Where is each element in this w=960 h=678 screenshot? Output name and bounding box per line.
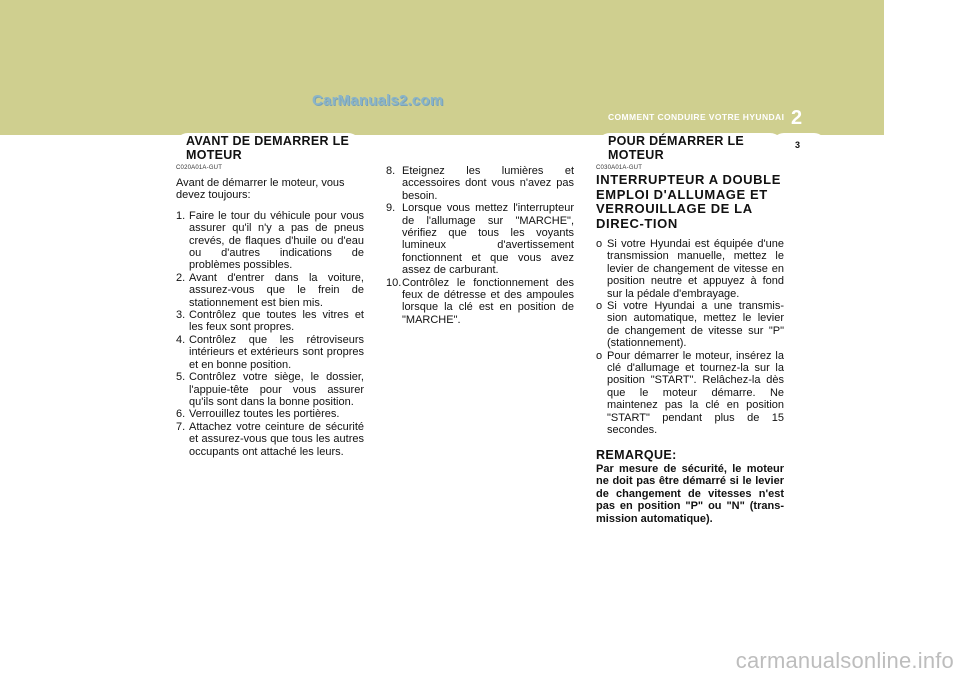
list-item bbox=[596, 238, 784, 300]
list-item-marker: 4. bbox=[176, 333, 186, 346]
heading-line-1: POUR DÉMARRER LE bbox=[608, 134, 745, 148]
list-item bbox=[176, 334, 364, 371]
list-item-text: Faire le tour du véhicule pour vous assurer qu'il n'y a pas de pneus crevés, de flaques d'huile ou d'eau ou d'autres indications de problèmes possibles. bbox=[189, 209, 364, 272]
list-item bbox=[596, 350, 784, 437]
heading-tab-before-starting bbox=[174, 133, 362, 163]
left-column bbox=[176, 177, 364, 458]
list-item-marker: o bbox=[596, 349, 603, 362]
list-item-marker: 6. bbox=[176, 408, 186, 421]
section-heading: INTERRUPTEUR A DOUBLE EMPLOI D'ALLUMAGE ET VERROUILLAGE DE LA DIREC-TION bbox=[596, 172, 781, 231]
list-item bbox=[386, 277, 574, 327]
intro-text: Avant de démarrer le moteur, vous devez toujours: bbox=[176, 177, 345, 202]
list-item bbox=[176, 309, 364, 334]
right-column bbox=[596, 173, 784, 525]
list-item-text: Eteignez les lumières et accessoires dont vous n'avez pas besoin. bbox=[402, 165, 574, 202]
list-item-text: Verrouillez toutes les portières. bbox=[189, 408, 340, 421]
list-item bbox=[176, 210, 364, 272]
remark-heading: REMARQUE: bbox=[596, 447, 677, 462]
list-item-marker: 8. bbox=[386, 165, 396, 177]
list-item-text: Avant d'entrer dans la voiture, assurez-vous que le frein de stationnement est bien mis. bbox=[189, 271, 364, 309]
list-item bbox=[596, 300, 784, 350]
list-item-text: Attachez votre ceinture de sécurité et assurez-vous que tous les autres occupants ont attaché les leurs. bbox=[189, 420, 364, 458]
list-item-text: Si votre Hyundai est équipée d'une transmission manuelle, mettez le levier de changement de vitesse en position neutre et appuyez à fond sur la pédale d'embrayage. bbox=[607, 238, 784, 300]
watermark-link-top[interactable]: CarManuals2.com bbox=[312, 92, 444, 109]
list-item bbox=[386, 202, 574, 276]
checklist bbox=[176, 210, 364, 458]
list-item-marker: 1. bbox=[176, 209, 186, 222]
list-item-marker: o bbox=[596, 238, 603, 250]
list-item-text: Pour démarrer le moteur, insérez la clé d'allumage et tournez-la sur la position "START". Relâchez-la dès que le moteur démarre. Ne maintenez pas la clé en position "START" pendant plus de 15 secondes. bbox=[607, 349, 784, 437]
heading-line-2: MOTEUR bbox=[608, 148, 664, 162]
middle-column bbox=[386, 165, 574, 326]
heading-tab-starting-engine bbox=[596, 133, 784, 163]
heading-line-2: MOTEUR bbox=[186, 148, 242, 162]
chapter-number: 2 bbox=[791, 107, 803, 129]
section-title: COMMENT CONDUIRE VOTRE HYUNDAI bbox=[608, 112, 785, 122]
list-item-marker: 5. bbox=[176, 371, 186, 384]
list-item-text: Contrôlez votre siège, le dossier, l'appuie-tête pour vous assurer qu'ils sont dans la bonne position. bbox=[189, 371, 364, 408]
list-item bbox=[176, 272, 364, 309]
checklist-continued bbox=[386, 165, 574, 326]
list-item-marker: 3. bbox=[176, 309, 186, 322]
list-item-text: Si votre Hyundai a une transmis-sion automatique, mettez le levier de changement de vitesse sur "P" (stationnement). bbox=[607, 300, 784, 350]
list-item-text: Contrôlez que toutes les vitres et les feux sont propres. bbox=[189, 309, 364, 334]
list-item-marker: 2. bbox=[176, 271, 186, 284]
list-item-marker: 10. bbox=[386, 276, 402, 289]
list-item bbox=[176, 371, 364, 408]
list-item-marker: o bbox=[596, 300, 603, 313]
list-item-marker: 9. bbox=[386, 202, 396, 215]
remark-text: Par mesure de sécurité, le moteur ne doit pas être démarré si le levier de changement de vitesses n'est pas en position "P" ou "N" (trans-mission automatique). bbox=[596, 462, 784, 525]
list-item-text: Contrôlez que les rétroviseurs intérieurs et extérieurs sont propres et en bonne position. bbox=[189, 333, 364, 371]
reference-code: C020A01A-GUT bbox=[176, 165, 223, 171]
list-item-text: Lorsque vous mettez l'interrupteur de l'allumage sur "MARCHE", vérifiez que tous les voyants lumineux d'avertissement fonctionnent et que vous avez assez de carburant. bbox=[402, 202, 574, 277]
list-item bbox=[176, 421, 364, 458]
list-item bbox=[176, 408, 364, 420]
bullet-list bbox=[596, 238, 784, 437]
list-item-marker: 7. bbox=[176, 420, 186, 433]
page-number: 3 bbox=[795, 140, 801, 150]
heading-line-1: AVANT DE DEMARRER LE bbox=[186, 134, 350, 148]
watermark-link-bottom[interactable]: carmanualsonline.info bbox=[735, 648, 954, 673]
reference-code: C030A01A-GUT bbox=[596, 165, 643, 171]
list-item-text: Contrôlez le fonctionnement des feux de détresse et des ampoules lorsque la clé est en position de "MARCHE". bbox=[402, 276, 574, 326]
list-item bbox=[386, 165, 574, 202]
